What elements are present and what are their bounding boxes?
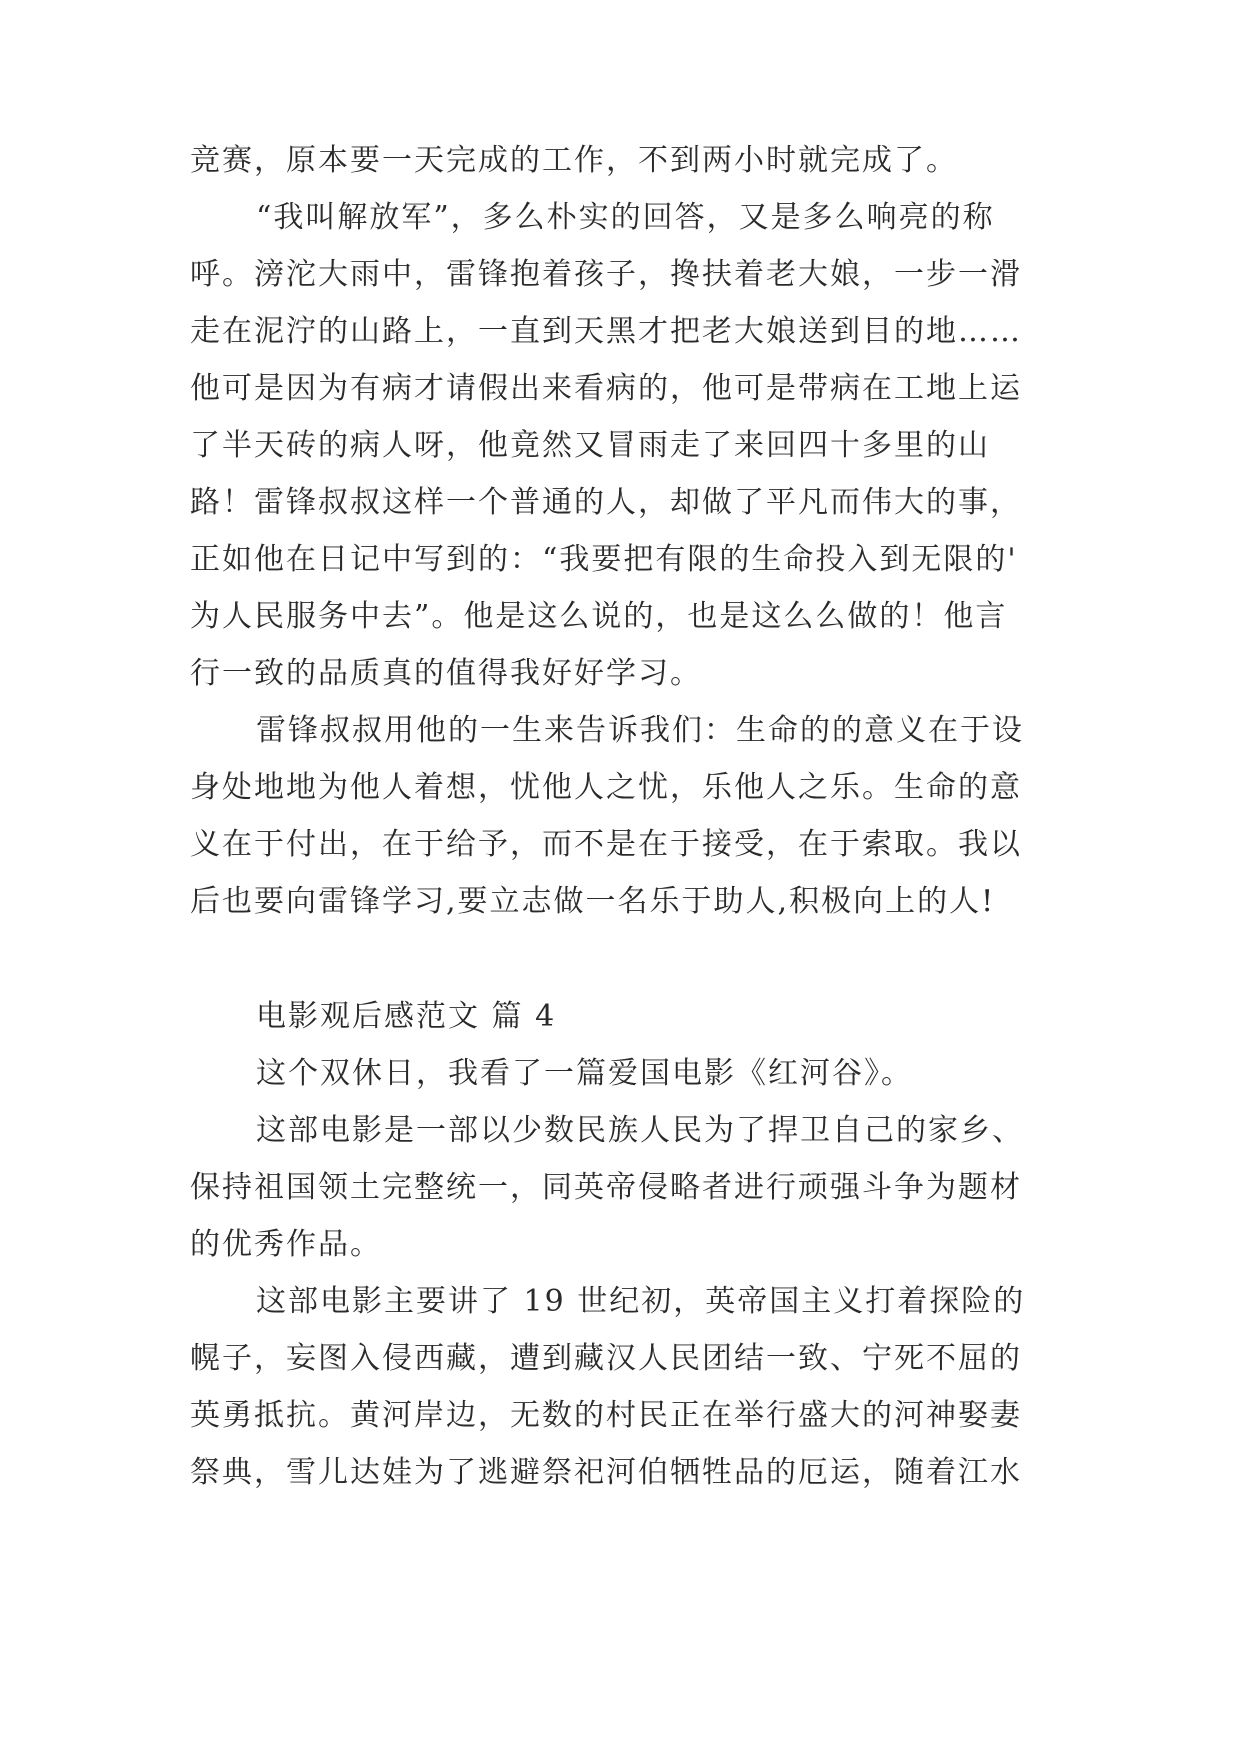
text-line: 的优秀作品。 xyxy=(190,1227,382,1262)
text-line: 路！雷锋叔叔这样一个普通的人，却做了平凡而伟大的事， xyxy=(190,485,1022,520)
text-line: 身处地地为他人着想，忧他人之忧，乐他人之乐。生命的意 xyxy=(190,770,1022,805)
text-line: 了半天砖的病人呀，他竟然又冒雨走了来回四十多里的山 xyxy=(190,428,990,463)
text-line: 为人民服务中去”。他是这么说的，也是这么么做的！他言 xyxy=(190,599,1008,634)
text-line: 正如他在日记中写到的：“我要把有限的生命投入到无限的' xyxy=(190,542,1018,577)
text-line: 幌子，妄图入侵西藏，遭到藏汉人民团结一致、宁死不屈的 xyxy=(190,1341,1022,1376)
text-line: 保持祖国领土完整统一，同英帝侵略者进行顽强斗争为题材 xyxy=(190,1170,1022,1205)
paragraph-start-line: 这个双休日，我看了一篇爱国电影《红河谷》。 xyxy=(256,1056,913,1091)
text-line: 呼。滂沱大雨中，雷锋抱着孩子，搀扶着老大娘，一步一滑 xyxy=(190,257,1022,292)
paragraph-start-line: 这部电影主要讲了 19 世纪初，英帝国主义打着探险的 xyxy=(256,1284,1026,1319)
text-line: 竞赛，原本要一天完成的工作，不到两小时就完成了。 xyxy=(190,143,958,178)
section-heading: 电影观后感范文 篇 4 xyxy=(256,999,557,1034)
paragraph-start-line: 雷锋叔叔用他的一生来告诉我们：生命的的意义在于设 xyxy=(256,713,1024,748)
text-line: 义在于付出，在于给予，而不是在于接受，在于索取。我以 xyxy=(190,827,1022,862)
text-line: 走在泥泞的山路上，一直到天黑才把老大娘送到目的地…… xyxy=(190,314,1022,349)
text-line: 他可是因为有病才请假出来看病的，他可是带病在工地上运 xyxy=(190,371,1022,406)
text-line: 祭典，雪儿达娃为了逃避祭祀河伯牺牲品的厄运，随着江水 xyxy=(190,1455,1022,1490)
text-line: 后也要向雷锋学习,要立志做一名乐于助人,积极向上的人! xyxy=(190,884,996,919)
paragraph-start-line: 这部电影是一部以少数民族人民为了捍卫自己的家乡、 xyxy=(256,1113,1024,1148)
text-line: 行一致的品质真的值得我好好学习。 xyxy=(190,656,702,691)
text-line: 英勇抵抗。黄河岸边，无数的村民正在举行盛大的河神娶妻 xyxy=(190,1398,1022,1433)
paragraph-start-line: “我叫解放军”，多么朴实的回答，又是多么响亮的称 xyxy=(256,200,995,235)
